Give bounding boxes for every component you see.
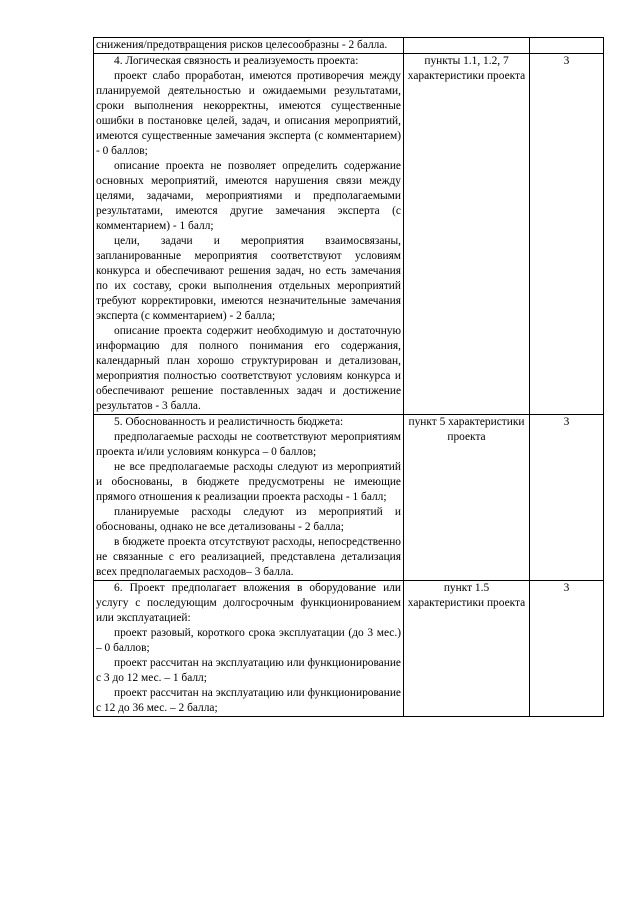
- criterion-heading: 6. Проект предполагает вложения в оборудование или услугу с последующим долгосрочным функционированием или эксплуатацией:: [96, 582, 401, 624]
- table-row: [94, 581, 604, 717]
- criterion-text: проект рассчитан на эксплуатацию или функционирование с 3 до 12 мес. – 1 балл;: [96, 657, 401, 684]
- criterion-heading: 5. Обоснованность и реалистичность бюджета:: [114, 416, 344, 428]
- criterion-text: снижения/предотвращения рисков целесообразны - 2 балла.: [96, 39, 388, 51]
- score-cell: [530, 38, 604, 54]
- table-row: [94, 54, 604, 415]
- criterion-text: в бюджете проекта отсутствуют расходы, непосредственно не связанные с его реализацией, представлена детализация всех предполагаемых расходов– 3 балла.: [96, 536, 401, 578]
- criteria-table: [93, 37, 604, 717]
- reference-cell: [404, 38, 530, 54]
- criterion-text: предполагаемые расходы не соответствуют мероприятиям проекта и/или условиям конкурса – 0 баллов;: [96, 431, 401, 458]
- table-row: [94, 415, 604, 581]
- criterion-text: цели, задачи и мероприятия взаимосвязаны, запланированные мероприятия соответствуют условиям конкурса и обеспечивают решения задач, но есть замечания по их составу, сроки выполнения отдельных мероприятий требуют корректировки, имеются незначительные замечания эксперта (с комментарием) - 2 балла;: [96, 235, 401, 322]
- score-cell: 3: [530, 581, 604, 717]
- criterion-text: проект слабо проработан, имеются противоречия между планируемой деятельностью и ожидаемыми результатами, сроки выполнения некорректны, имеются существенные ошибки в постановке целей, задач, и описания мероприятий, имеются существенные замечания эксперта (с комментарием) - 0 баллов;: [96, 70, 401, 157]
- criterion-text: проект разовый, короткого срока эксплуатации (до 3 мес.) – 0 баллов;: [96, 627, 401, 654]
- score-cell: 3: [530, 54, 604, 415]
- table-row: [94, 38, 604, 54]
- reference-cell: пункт 5 характеристики проекта: [404, 415, 530, 581]
- criterion-text: проект рассчитан на эксплуатацию или функционирование с 12 до 36 мес. – 2 балла;: [96, 687, 401, 714]
- criterion-cell: [94, 581, 404, 717]
- criterion-text: планируемые расходы следуют из мероприятий и обоснованы, однако не все детализованы - 2 балла;: [96, 506, 401, 533]
- criterion-cell: [94, 415, 404, 581]
- reference-cell: пункт 1.5 характеристики проекта: [404, 581, 530, 717]
- criterion-text: описание проекта содержит необходимую и достаточную информацию для полного понимания его содержания, календарный план хорошо структурирован и детализован, мероприятия полностью соответствуют условиям конкурса и обеспечивают решение поставленных задач и достижение результатов - 3 балла.: [96, 325, 401, 412]
- criterion-cell: [94, 38, 404, 54]
- criterion-heading: 4. Логическая связность и реализуемость проекта:: [114, 55, 359, 67]
- criterion-text: описание проекта не позволяет определить содержание основных мероприятий, имеются нарушения связи между целями, задачами, мероприятиями и предполагаемыми результатами, имеются другие замечания эксперта (с комментарием) - 1 балл;: [96, 160, 401, 232]
- score-cell: 3: [530, 415, 604, 581]
- reference-cell: пункты 1.1, 1.2, 7 характеристики проекта: [404, 54, 530, 415]
- criterion-text: не все предполагаемые расходы следуют из мероприятий и обоснованы, в бюджете предусмотрены не имеющие прямого отношения к реализации проекта расходы - 1 балл;: [96, 461, 401, 503]
- criterion-cell: [94, 54, 404, 415]
